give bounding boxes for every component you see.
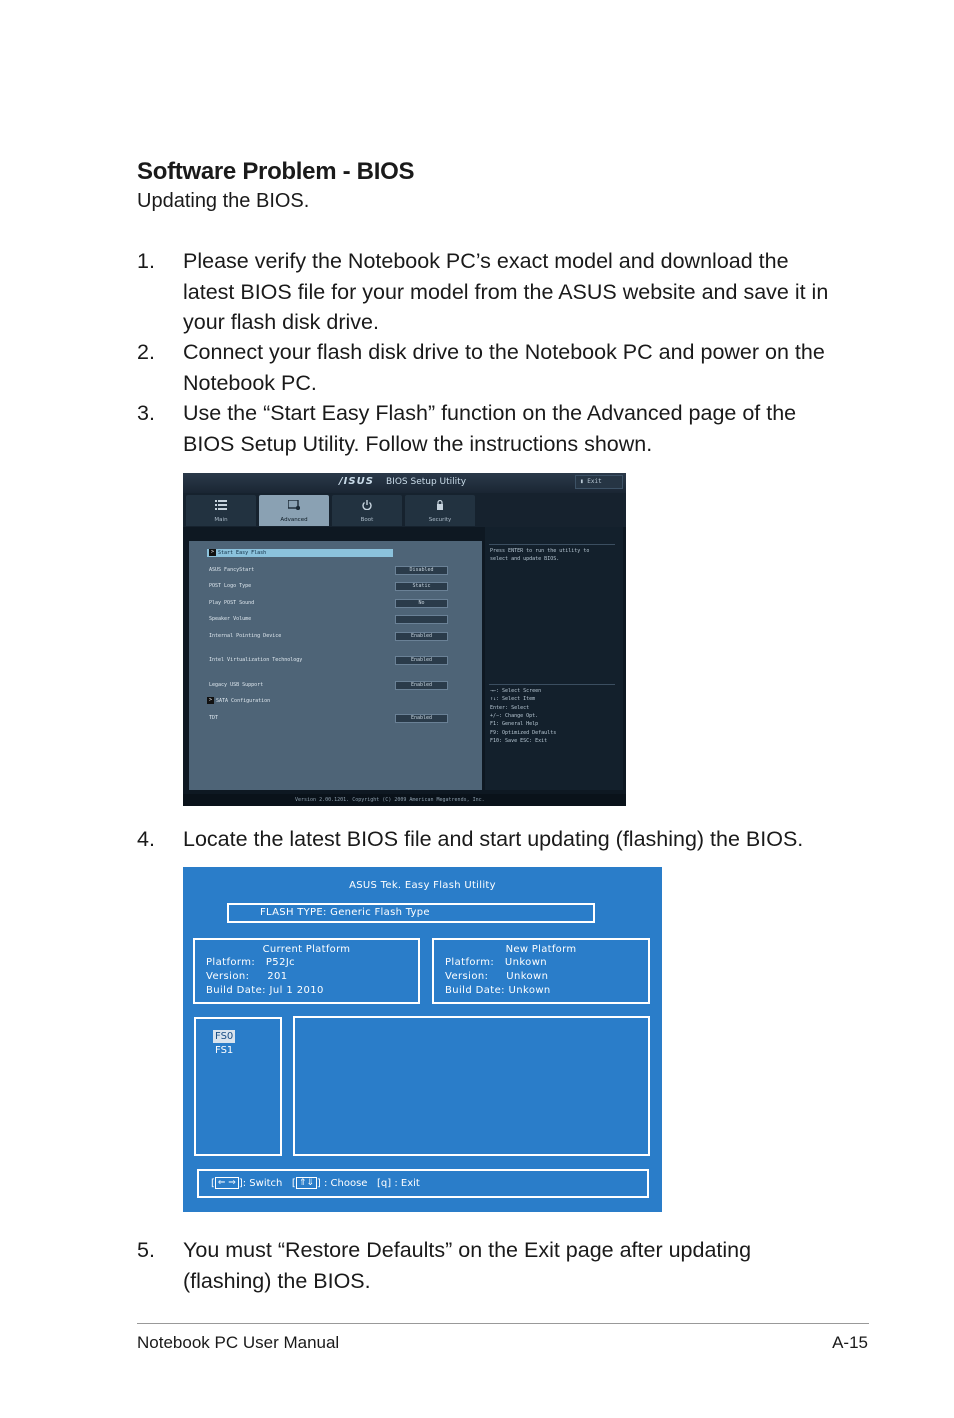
bios-item-value[interactable]: No — [395, 599, 448, 608]
bios-item-value[interactable]: Static — [395, 582, 448, 591]
key-help-line: →←: Select Screen — [490, 688, 542, 694]
bios-item[interactable]: Legacy USB Support — [209, 682, 264, 688]
new-platform-version: Version: Unkown — [445, 971, 549, 982]
bios-item-label: SATA Configuration — [216, 698, 271, 704]
bios-item[interactable]: Speaker Volume — [209, 616, 252, 622]
submenu-arrow-icon: > — [208, 697, 212, 703]
intro-text: Updating the BIOS. — [137, 190, 310, 212]
bios-item-value[interactable]: Enabled — [395, 632, 448, 641]
bios-item[interactable]: ASUS FancyStart — [209, 567, 255, 573]
drive-item-fs0[interactable]: FS0 — [215, 1031, 234, 1042]
step-text: You must “Restore Defaults” on the Exit page after updating (flashing) the BIOS. — [183, 1238, 752, 1293]
help-divider — [489, 544, 615, 545]
bios-setup-screenshot — [183, 473, 626, 806]
bios-settings-panel — [189, 541, 482, 790]
key-help-line: F9: Optimized Defaults — [490, 730, 557, 736]
bios-item[interactable]: Intel Virtualization Technology — [209, 657, 303, 663]
key-help-line: F10: Save ESC: Exit — [490, 738, 548, 744]
new-platform-header: New Platform — [505, 944, 577, 955]
bios-titlebar — [183, 473, 626, 493]
bios-item-sata-configuration[interactable] — [207, 697, 270, 705]
key-switch-label: ]: Switch — [238, 1178, 283, 1189]
bios-item-value[interactable]: Enabled — [395, 714, 448, 723]
tab-label: Main — [214, 517, 228, 523]
bios-item[interactable]: TDT — [209, 715, 219, 721]
current-platform-header: Current Platform — [262, 944, 351, 955]
help-line: Press ENTER to run the utility to — [490, 548, 590, 554]
left-right-arrow-icon: ⇐ ⇒ — [215, 1177, 239, 1189]
lock-icon — [434, 500, 446, 510]
current-platform-box — [193, 938, 420, 1004]
bios-exit-button[interactable] — [575, 475, 623, 489]
flash-key-bar: [ ⇐ ⇒ ]: Switch [ ⇑⇓ ] : Choose [q] : Exit — [197, 1169, 649, 1198]
file-list-panel[interactable] — [293, 1016, 650, 1156]
bios-help-panel — [485, 527, 623, 790]
bios-tab-bar — [183, 493, 626, 527]
new-platform-name: Platform: Unkown — [445, 957, 548, 968]
new-platform-build: Build Date: Unkown — [445, 985, 551, 996]
drive-list — [194, 1017, 282, 1156]
bios-item-label: Start Easy Flash — [218, 550, 267, 556]
bios-item[interactable]: POST Logo Type — [209, 583, 252, 589]
step-number: 4. — [137, 827, 155, 851]
tab-label: Boot — [360, 517, 374, 523]
power-icon — [361, 500, 373, 510]
key-choose-label: ] : Choose — [316, 1178, 368, 1189]
bios-item-value[interactable] — [395, 615, 448, 624]
key-help-line: Enter: Select — [490, 705, 530, 711]
exit-icon: ▮ — [580, 478, 584, 485]
bios-item[interactable]: Internal Pointing Device — [209, 633, 282, 639]
step-text: Connect your flash disk drive to the Notebook PC and power on the Notebook PC. — [183, 340, 825, 395]
step-number: 1. — [137, 249, 155, 273]
tab-main[interactable] — [186, 495, 256, 526]
step-text: Locate the latest BIOS file and start updating (flashing) the BIOS. — [183, 827, 804, 851]
bios-footer — [183, 794, 626, 806]
asus-logo: /ISUS — [339, 476, 374, 487]
step-text: Please verify the Notebook PC’s exact model and download the latest BIOS file for your model from the ASUS website and save it in your flash disk drive. — [183, 249, 829, 334]
bios-item[interactable]: Play POST Sound — [209, 600, 255, 606]
submenu-arrow-icon: > — [210, 549, 214, 555]
help-divider — [489, 684, 615, 685]
tab-advanced[interactable] — [259, 495, 329, 526]
bios-title: BIOS Setup Utility — [386, 477, 467, 487]
footer-manual-title: Notebook PC User Manual — [137, 1333, 340, 1352]
key-help-line: F1: General Help — [490, 721, 539, 727]
bios-item-value[interactable]: Enabled — [395, 681, 448, 690]
new-platform-box — [432, 938, 650, 1004]
step-number: 2. — [137, 340, 155, 364]
key-help-line: +/−: Change Opt. — [490, 713, 539, 719]
tab-label: Security — [428, 517, 452, 523]
current-platform-version: Version: 201 — [206, 971, 288, 982]
help-line: select and update BIOS. — [490, 556, 560, 562]
step-number: 3. — [137, 401, 155, 425]
flash-type-box: FLASH TYPE: Generic Flash Type — [227, 903, 595, 923]
page-number: A-15 — [832, 1333, 868, 1352]
list-icon — [215, 500, 227, 510]
tab-boot[interactable] — [332, 495, 402, 526]
bios-item-value[interactable]: Enabled — [395, 656, 448, 665]
easy-flash-screenshot — [183, 867, 662, 1212]
page-heading: Software Problem - BIOS — [137, 158, 415, 185]
current-platform-build: Build Date: Jul 1 2010 — [206, 985, 324, 996]
current-platform-name: Platform: P52Jc — [206, 957, 296, 968]
key-help-line: ↑↓: Select Item — [490, 696, 536, 702]
bios-item-start-easy-flash[interactable] — [207, 549, 393, 557]
tab-label: Advanced — [280, 517, 308, 523]
step-text: Use the “Start Easy Flash” function on the Advanced page of the BIOS Setup Utility. Follow the instructions shown. — [183, 401, 797, 456]
flash-title: ASUS Tek. Easy Flash Utility — [349, 880, 496, 891]
bios-item-value[interactable]: Disabled — [395, 566, 448, 575]
tab-security[interactable] — [405, 495, 475, 526]
footer-divider — [137, 1323, 869, 1324]
advanced-icon — [288, 500, 300, 510]
drive-item-fs1[interactable]: FS1 — [215, 1045, 234, 1056]
up-down-arrow-icon: ⇑⇓ — [296, 1177, 317, 1189]
key-exit-label: [q] : Exit — [377, 1178, 420, 1189]
step-number: 5. — [137, 1238, 155, 1262]
bios-version-text: Version 2.00.1201. Copyright (C) 2009 American Megatrends, Inc. — [295, 797, 485, 803]
bios-exit-label: Exit — [587, 478, 602, 485]
